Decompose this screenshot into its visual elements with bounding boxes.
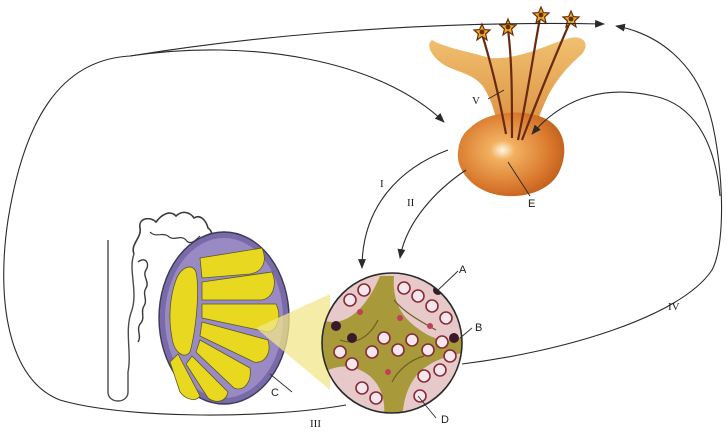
label-C: C [271,387,279,399]
pathway-label-I: I [380,178,384,190]
ductus-deferens [108,240,134,401]
arrow-to-pituitary [130,50,444,122]
pathway-label-III: III [310,418,321,430]
pathway-label-II: II [407,197,415,209]
arrow-I [362,150,448,268]
label-A: A [459,264,467,276]
label-E: E [528,198,536,210]
label-B: B [475,322,483,334]
magnified-tubule-section [322,273,466,416]
label-D: D [441,414,449,426]
pathway-label-V: V [472,95,480,107]
pathway-label-IV: IV [668,301,680,313]
arrow-II [400,170,466,258]
